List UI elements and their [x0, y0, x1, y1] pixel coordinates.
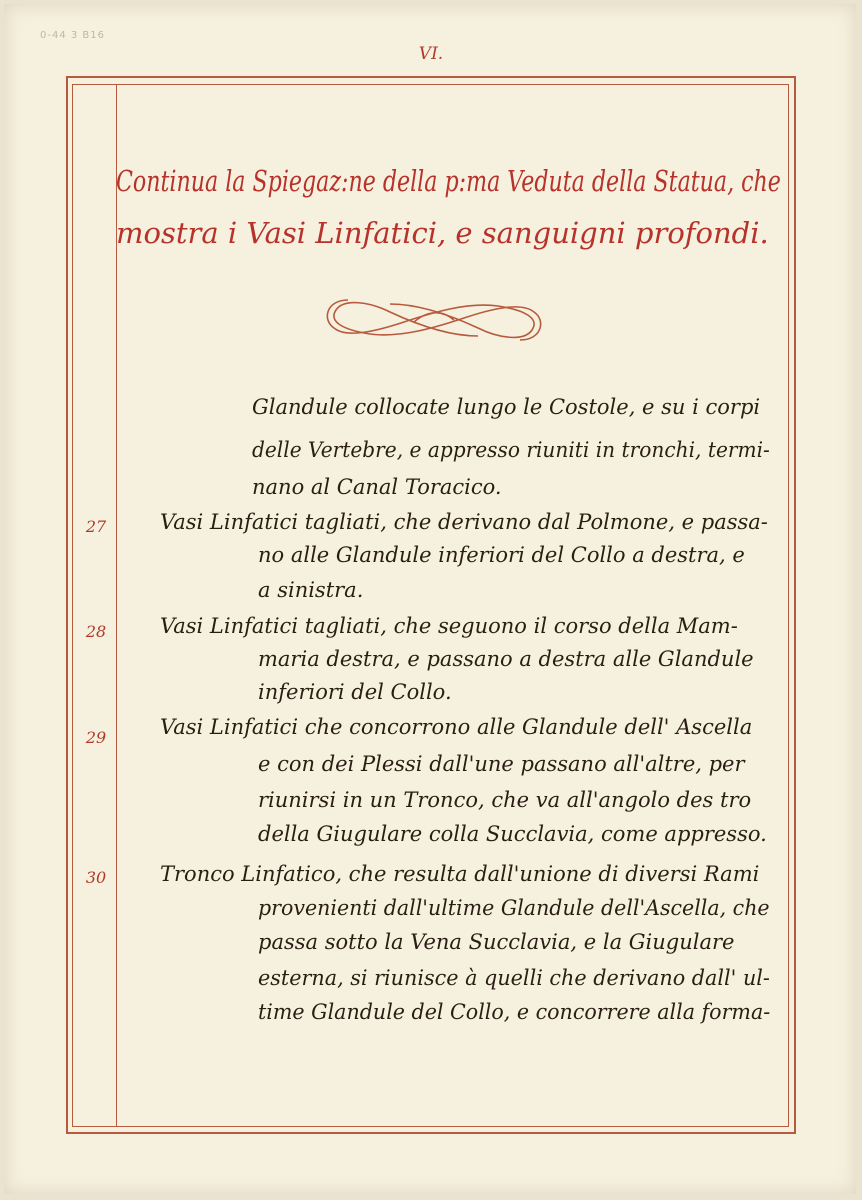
flourish-ornament-icon — [318, 292, 550, 348]
heading-line-1: Continua la Spiegaz:ne della p:ma Veduta della Statua, che — [116, 164, 781, 198]
entry-number-28: 28 — [85, 622, 107, 641]
intro-line: nano al Canal Toracico. — [252, 475, 502, 499]
intro-line: Glandule collocate lungo le Costole, e su i corpi — [252, 395, 761, 419]
pencil-annotation: 0-44 3 B16 — [40, 30, 105, 41]
entry-line: a sinistra. — [258, 578, 364, 602]
intro-line: delle Vertebre, e appresso riuniti in tronchi, termi- — [252, 438, 770, 462]
entry-line: no alle Glandule inferiori del Collo a destra, e — [258, 543, 745, 567]
entry-line: inferiori del Collo. — [258, 680, 452, 704]
entry-line: Tronco Linfatico, che resulta dall'unione di diversi Rami — [160, 862, 760, 886]
entry-line: time Glandule del Collo, e concorrere alla forma- — [258, 1000, 771, 1024]
entry-line: Vasi Linfatici tagliati, che seguono il corso della Mam- — [160, 614, 738, 638]
entry-line: Vasi Linfatici che concorrono alle Glandule dell' Ascella — [160, 715, 753, 739]
entry-line: provenienti dall'ultime Glandule dell'Ascella, che — [258, 896, 770, 920]
entry-number-27: 27 — [85, 517, 107, 536]
page-heading — [116, 155, 781, 259]
page-number: VI. — [418, 44, 444, 64]
entry-line: riunirsi in un Tronco, che va all'angolo des tro — [258, 788, 752, 812]
entry-line: e con dei Plessi dall'une passano all'altre, per — [258, 752, 745, 776]
entry-line: della Giugulare colla Succlavia, come appresso. — [258, 822, 767, 846]
heading-line-2: mostra i Vasi Linfatici, e sanguigni profondi. — [116, 216, 769, 250]
entry-line: Vasi Linfatici tagliati, che derivano dal Polmone, e passa- — [160, 510, 768, 534]
entry-line: esterna, si riunisce à quelli che derivano dall' ul- — [258, 966, 770, 990]
entry-number-30: 30 — [85, 868, 107, 887]
entry-line: passa sotto la Vena Succlavia, e la Giugulare — [258, 930, 735, 954]
entry-line: maria destra, e passano a destra alle Glandule — [258, 647, 754, 671]
entry-number-29: 29 — [85, 728, 107, 747]
